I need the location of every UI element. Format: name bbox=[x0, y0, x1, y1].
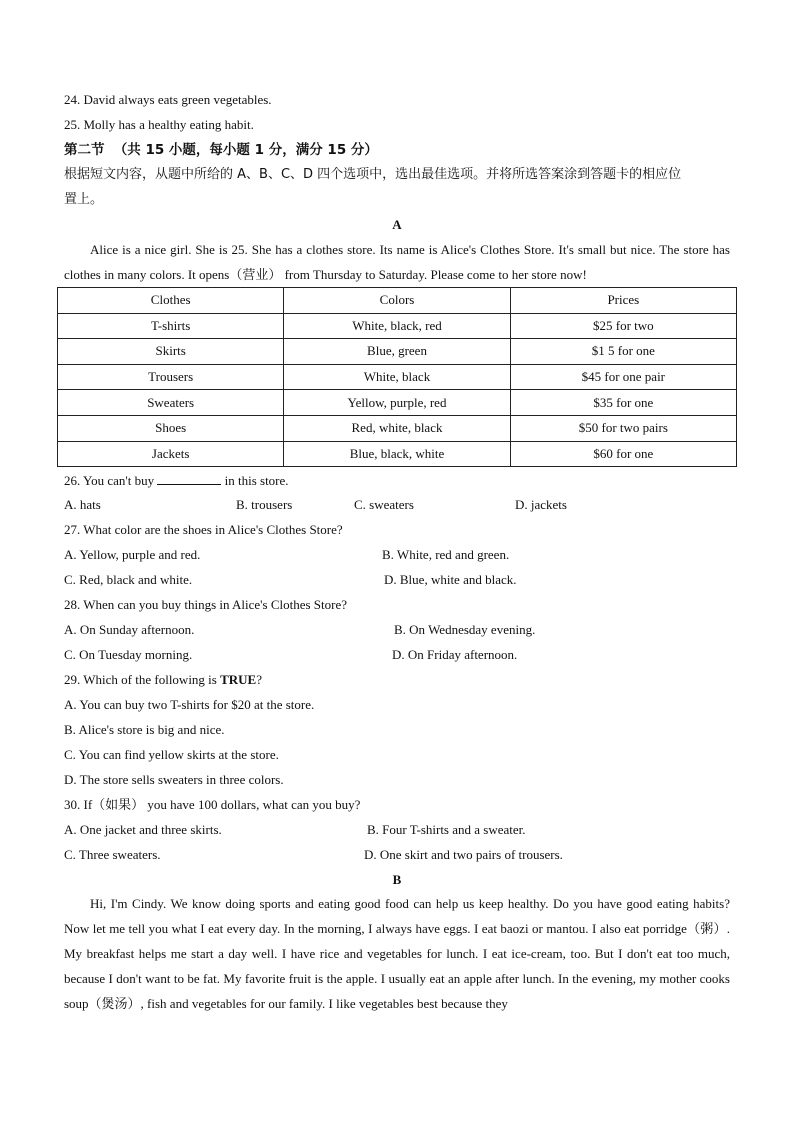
q30-option-b: B. Four T-shirts and a sweater. bbox=[367, 822, 526, 837]
table-cell: Red, white, black bbox=[284, 415, 510, 441]
question-29 bbox=[64, 672, 262, 688]
q29-stem-before: 29. Which of the following is bbox=[64, 672, 217, 687]
q28-option-b: B. On Wednesday evening. bbox=[394, 622, 536, 637]
question-28: 28. When can you buy things in Alice's Clothes Store? bbox=[64, 597, 348, 612]
answer-blank bbox=[157, 472, 221, 485]
table-row bbox=[58, 339, 737, 365]
table-row bbox=[58, 441, 737, 467]
table-cell: $35 for one bbox=[510, 390, 736, 416]
passage-b-text: Hi, I'm Cindy. We know doing sports and eating good food can help us keep healthy. Do you have good eating habits? Now let me tell you what I eat every day. In the morning, I always have eggs. I eat baozi or mantou. I also eat porridge（粥）. My breakfast helps me start a day well. I have rice and vegetables for lunch. I eat ice-cream, too. But I don't eat too much, because I don't want to be fat. My favorite fruit is the apple. I usually eat an apple after lunch. In the evening, my mother cooks soup（煲汤）, fish and vegetables for our family. I like vegetables best because they bbox=[64, 896, 730, 1011]
table-cell: Sweaters bbox=[58, 390, 284, 416]
table-cell: $45 for one pair bbox=[510, 364, 736, 390]
table-cell: White, black bbox=[284, 364, 510, 390]
section-title: 第二节 bbox=[64, 142, 105, 158]
q26-option-d: D. jackets bbox=[515, 497, 567, 512]
q26-stem-before: 26. You can't buy bbox=[64, 473, 155, 488]
q26-option-b: B. trousers bbox=[236, 497, 293, 512]
table-cell: Shoes bbox=[58, 415, 284, 441]
table-cell: Blue, green bbox=[284, 339, 510, 365]
q26-option-c: C. sweaters bbox=[354, 497, 414, 512]
q29-option-b: B. Alice's store is big and nice. bbox=[64, 722, 225, 737]
question-26 bbox=[64, 472, 289, 489]
section-instruction-1: 根据短文内容，从题中所给的 A、B、C、D 四个选项中，选出最佳选项。并将所选答案涂到答题卡的相应位 bbox=[64, 167, 682, 182]
passage-a-label: A bbox=[392, 217, 402, 232]
q29-stem-after: ? bbox=[256, 672, 263, 687]
q30-option-d: D. One skirt and two pairs of trousers. bbox=[364, 847, 563, 862]
item-24: 24. David always eats green vegetables. bbox=[64, 92, 272, 107]
q28-option-d: D. On Friday afternoon. bbox=[392, 647, 518, 662]
table-cell: Yellow, purple, red bbox=[284, 390, 510, 416]
question-27: 27. What color are the shoes in Alice's Clothes Store? bbox=[64, 522, 343, 537]
passage-a-text: Alice is a nice girl. She is 25. She has a clothes store. Its name is Alice's Clothes Store. It's small but nice. The store has clothes in many colors. It opens（营业） from Thursday to Saturday. Please come to her store now! bbox=[64, 242, 730, 282]
table-cell: Blue, black, white bbox=[284, 441, 510, 467]
q30-option-a: A. One jacket and three skirts. bbox=[64, 822, 222, 837]
item-25: 25. Molly has a healthy eating habit. bbox=[64, 117, 254, 132]
q26-option-a: A. hats bbox=[64, 497, 101, 512]
table-row bbox=[58, 390, 737, 416]
q28-option-a: A. On Sunday afternoon. bbox=[64, 622, 195, 637]
question-30: 30. If（如果） you have 100 dollars, what can you buy? bbox=[64, 797, 361, 812]
q27-option-d: D. Blue, white and black. bbox=[384, 572, 517, 587]
q29-option-d: D. The store sells sweaters in three colors. bbox=[64, 772, 284, 787]
q29-option-a: A. You can buy two T-shirts for $20 at the store. bbox=[64, 697, 315, 712]
table-cell: T-shirts bbox=[58, 313, 284, 339]
q28-option-c: C. On Tuesday morning. bbox=[64, 647, 193, 662]
table-cell: $50 for two pairs bbox=[510, 415, 736, 441]
table-header: Prices bbox=[510, 288, 736, 314]
q29-option-c: C. You can find yellow skirts at the store. bbox=[64, 747, 279, 762]
q29-stem-bold: TRUE bbox=[220, 672, 257, 687]
table-cell: $25 for two bbox=[510, 313, 736, 339]
passage-b-label: B bbox=[392, 872, 402, 887]
table-cell: Trousers bbox=[58, 364, 284, 390]
q26-stem-after: in this store. bbox=[224, 473, 289, 488]
clothes-table bbox=[57, 287, 737, 467]
table-cell: Jackets bbox=[58, 441, 284, 467]
table-cell: Skirts bbox=[58, 339, 284, 365]
q27-option-b: B. White, red and green. bbox=[382, 547, 510, 562]
table-header: Clothes bbox=[58, 288, 284, 314]
table-row bbox=[58, 313, 737, 339]
table-cell: White, black, red bbox=[284, 313, 510, 339]
section-heading bbox=[64, 142, 378, 158]
table-row bbox=[58, 415, 737, 441]
q27-option-c: C. Red, black and white. bbox=[64, 572, 193, 587]
table-row bbox=[58, 364, 737, 390]
section-note: （共 15 小题，每小题 1 分，满分 15 分） bbox=[113, 142, 378, 158]
table-header-row bbox=[58, 288, 737, 314]
q30-option-c: C. Three sweaters. bbox=[64, 847, 161, 862]
table-cell: $1 5 for one bbox=[510, 339, 736, 365]
q27-option-a: A. Yellow, purple and red. bbox=[64, 547, 201, 562]
table-header: Colors bbox=[284, 288, 510, 314]
table-cell: $60 for one bbox=[510, 441, 736, 467]
section-instruction-2: 置上。 bbox=[64, 192, 104, 207]
